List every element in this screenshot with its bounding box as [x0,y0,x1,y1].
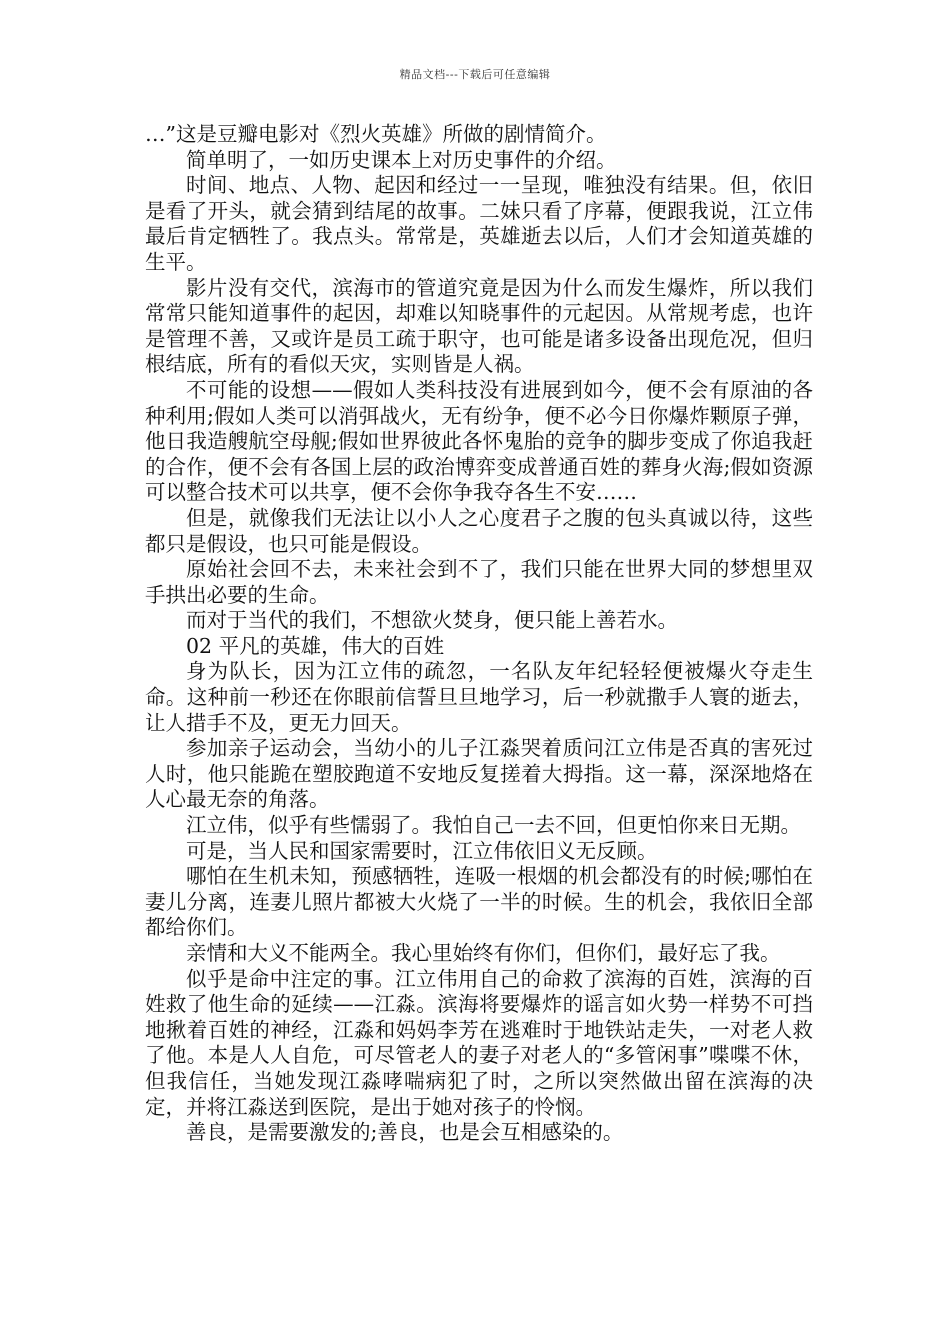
paragraph-12: 江立伟，似乎有些懦弱了。我怕自己一去不回，但更怕你来日无期。 [186,813,801,838]
paragraph-16: 似乎是命中注定的事。江立伟用自己的命救了滨海的百姓，滨海的百姓救了他生命的延续——江淼。滨海将要爆炸的谣言如火势一样势不可挡地揪着百姓的神经，江淼和妈妈李芳在逃难时于地铁站走失，一对老人救了他。本是人人自危，可尽管老人的妻子对老人的“多管闲事”喋喋不休，但我信任，当她发现江淼哮喘病犯了时，之所以突然做出留在滨海的决定，并将江淼送到医院，是出于她对孩子的怜悯。 [145,966,813,1119]
paragraph-15: 亲情和大义不能两全。我心里始终有你们，但你们，最好忘了我。 [186,941,781,965]
paragraph-6: 但是，就像我们无法让以小人之心度君子之腹的包头真诚以待，这些都只是假设，也只可能是假设。 [145,505,813,556]
paragraph-13: 可是，当人民和国家需要时，江立伟依旧义无反顾。 [186,838,658,863]
paragraph-2: 简单明了，一如历史课本上对历史事件的介绍。 [186,147,617,172]
paragraph-11: 参加亲子运动会，当幼小的儿子江淼哭着质问江立伟是否真的害死过人时，他只能跪在塑胶跑道不安地反复搓着大拇指。这一幕，深深地烙在人心最无奈的角落。 [145,736,813,812]
section-heading: 02 平凡的英雄，伟大的百姓 [186,633,445,658]
document-body [145,122,813,1146]
paragraph-14: 哪怕在生机未知，预感牺牲，连吸一根烟的机会都没有的时候;哪怕在妻儿分离，连妻儿照片都被大火烧了一半的时候。生的机会，我依旧全部都给你们。 [145,864,813,940]
paragraph-10: 身为队长，因为江立伟的疏忽，一名队友年纪轻轻便被爆火夺走生命。这种前一秒还在你眼前信誓旦旦地学习，后一秒就撒手人寰的逝去，让人措手不及，更无力回天。 [145,659,813,735]
paragraph-5: 不可能的设想——假如人类科技没有进展到如今，便不会有原油的各种利用;假如人类可以消弭战火，无有纷争，便不必今日你爆炸颗原子弹，他日我造艘航空母舰;假如世界彼此各怀鬼胎的竞争的脚步变成了你追我赶的合作，便不会有各国上层的政治博弈变成普通百姓的葬身火海;假如资源可以整合技术可以共享，便不会你争我夺各生不安…… [145,377,813,505]
paragraph-17: 善良，是需要激发的;善良，也是会互相感染的。 [186,1120,624,1145]
paragraph-8: 而对于当代的我们，不想欲火焚身，便只能上善若水。 [186,608,678,633]
paragraph-7: 原始社会回不去，未来社会到不了，我们只能在世界大同的梦想里双手拱出必要的生命。 [145,557,813,607]
paragraph-3: 时间、地点、人物、起因和经过一一呈现，唯独没有结果。但，依旧是看了开头，就会猜到结尾的故事。二妹只看了序幕，便跟我说，江立伟最后肯定牺牲了。我点头。常常是，英雄逝去以后，人们才会知道英雄的生平。 [145,173,813,274]
paragraph-4: 影片没有交代，滨海市的管道究竟是因为什么而发生爆炸，所以我们常常只能知道事件的起因，却难以知晓事件的元起因。从常规考虑，也许是管理不善，又或许是员工疏于职守，也可能是诸多设备出现危况，但归根结底，所有的看似天灾，实则皆是人祸。 [145,275,813,377]
paragraph-1: …”这是豆瓣电影对《烈火英雄》所做的剧情简介。 [145,122,607,146]
page-header: 精品文档---下载后可任意编辑 [399,68,551,81]
